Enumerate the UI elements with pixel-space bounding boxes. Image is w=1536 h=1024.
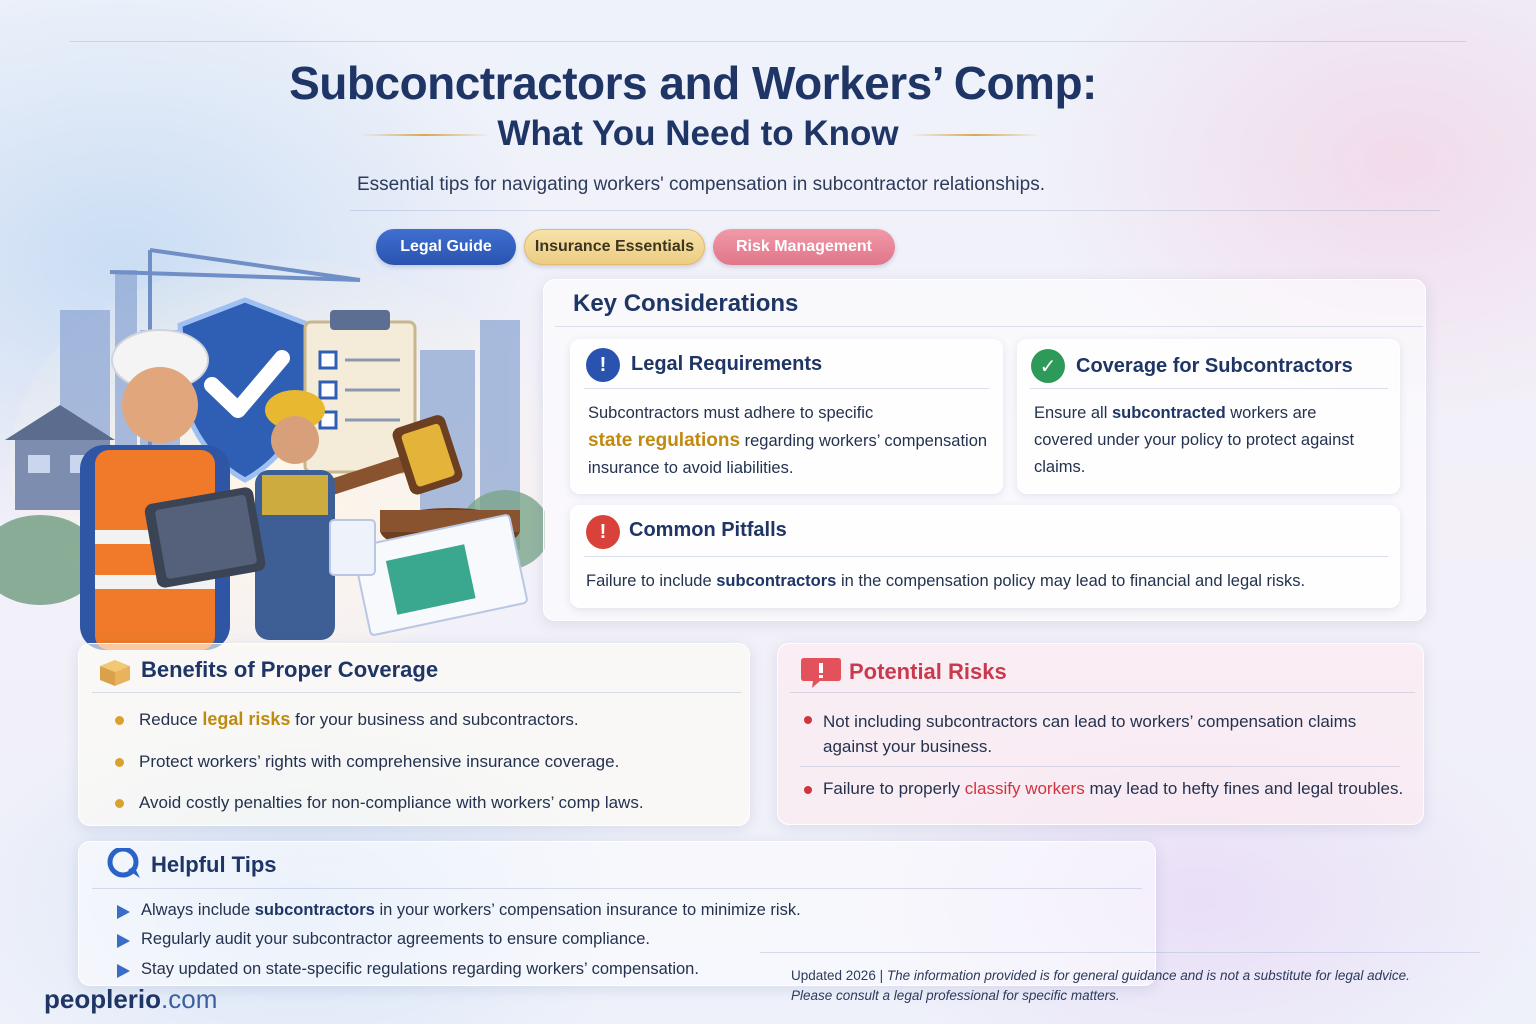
coverage-title: Coverage for Subcontractors bbox=[1076, 355, 1353, 377]
tip-item: Regularly audit your subcontractor agreements to ensure compliance. bbox=[141, 930, 651, 948]
page-subtitle-heading: What You Need to Know bbox=[497, 114, 899, 153]
tag-insurance-essentials[interactable]: Insurance Essentials bbox=[524, 229, 705, 265]
footer-divider bbox=[760, 952, 1480, 953]
key-considerations-divider bbox=[555, 326, 1423, 327]
box-icon bbox=[98, 656, 132, 688]
risk-item: Not including subcontractors can lead to workers’ compensation claims against your business. bbox=[823, 712, 1357, 756]
page-subtitle: Essential tips for navigating workers' compensation in subcontractor relationships. bbox=[357, 174, 1045, 195]
common-pitfalls-title: Common Pitfalls bbox=[629, 519, 787, 541]
check-circle-icon: ✓ bbox=[1031, 349, 1065, 383]
exclamation-icon: ! bbox=[586, 348, 620, 382]
top-divider bbox=[70, 41, 1466, 42]
risk-item: Failure to properly classify workers may lead to hefty fines and legal troubles. bbox=[823, 779, 1404, 798]
coverage-text: Ensure all subcontracted workers are covered under your policy to protect against claims. bbox=[1034, 404, 1355, 476]
title-decoration-right bbox=[910, 134, 1040, 136]
tag-legal-guide[interactable]: Legal Guide bbox=[376, 229, 516, 265]
card-divider bbox=[790, 692, 1415, 693]
tag-risk-management[interactable]: Risk Management bbox=[713, 229, 895, 265]
card-divider bbox=[584, 556, 1388, 557]
bullet-dot bbox=[804, 786, 812, 794]
card-divider bbox=[800, 766, 1400, 767]
benefit-item: Reduce legal risks for your business and subcontractors. bbox=[139, 709, 579, 729]
legal-requirements-title: Legal Requirements bbox=[631, 353, 823, 375]
subtitle-divider bbox=[350, 210, 1440, 211]
bullet-dot bbox=[804, 716, 812, 724]
construction-illustration bbox=[0, 230, 545, 650]
alert-speech-icon bbox=[800, 654, 842, 690]
tips-title: Helpful Tips bbox=[151, 852, 277, 877]
bullet-dot bbox=[115, 716, 124, 725]
bullet-dot bbox=[115, 758, 124, 767]
bullet-triangle bbox=[117, 964, 130, 978]
card-divider bbox=[92, 888, 1142, 889]
bullet-triangle bbox=[117, 905, 130, 919]
page-title: Subconctractors and Workers’ Comp: bbox=[289, 57, 1097, 109]
key-considerations-title: Key Considerations bbox=[573, 290, 799, 317]
bullet-triangle bbox=[117, 934, 130, 948]
tip-item: Stay updated on state-specific regulations regarding workers’ compensation. bbox=[141, 960, 699, 978]
legal-requirements-text: Subcontractors must adhere to specific state regulations regarding workers’ compensation insurance to avoid liabilities. bbox=[588, 404, 988, 477]
benefits-title: Benefits of Proper Coverage bbox=[141, 657, 439, 682]
card-divider bbox=[1030, 388, 1388, 389]
risks-title: Potential Risks bbox=[849, 659, 1007, 684]
card-divider bbox=[584, 388, 989, 389]
brand-logo[interactable]: peoplerio.com bbox=[44, 984, 218, 1014]
chat-bubble-icon bbox=[106, 848, 142, 880]
bullet-dot bbox=[115, 799, 124, 808]
footer-disclaimer: Updated 2026 | The information provided is for general guidance and is not a substitute for legal advice. Please consult a legal professional for specific matters. bbox=[791, 968, 1410, 1003]
tip-item: Always include subcontractors in your workers’ compensation insurance to minimize risk. bbox=[141, 901, 801, 919]
warning-icon: ! bbox=[586, 515, 620, 549]
benefit-item: Protect workers’ rights with comprehensive insurance coverage. bbox=[139, 752, 620, 771]
card-divider bbox=[92, 692, 742, 693]
common-pitfalls-text: Failure to include subcontractors in the compensation policy may lead to financial and legal risks. bbox=[586, 572, 1306, 590]
benefit-item: Avoid costly penalties for non-compliance with workers’ comp laws. bbox=[139, 793, 644, 812]
